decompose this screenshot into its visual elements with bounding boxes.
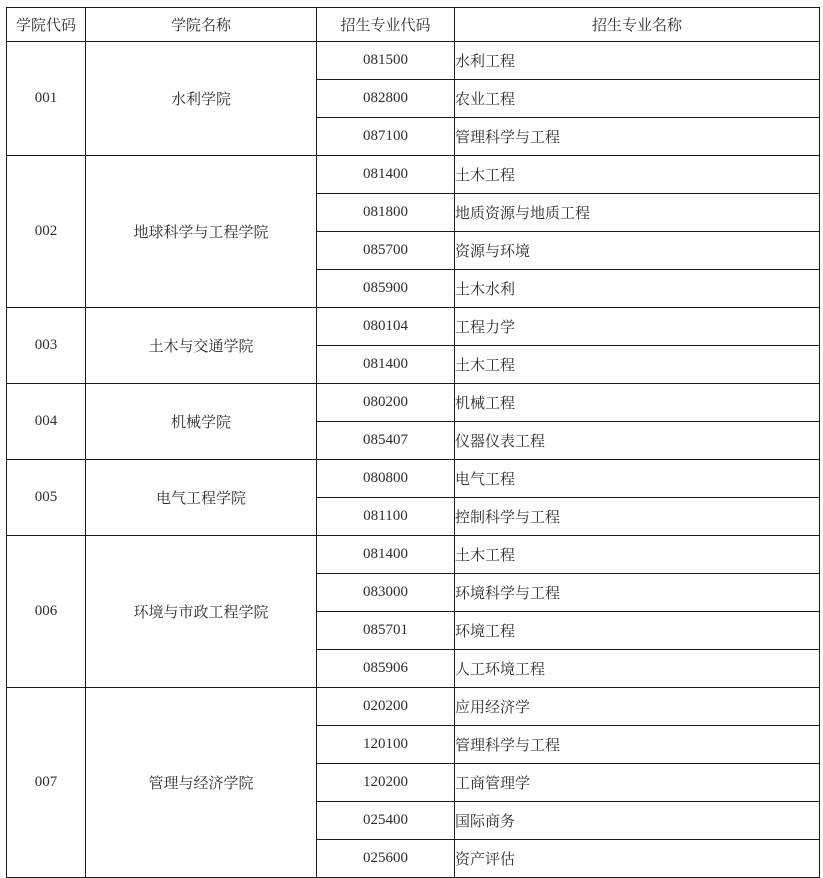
college-name-cell: 水利学院: [86, 42, 317, 156]
major-code-cell: 081800: [317, 194, 455, 232]
major-code-cell: 025600: [317, 840, 455, 878]
college-code-cell: 003: [7, 308, 86, 384]
header-college-code: 学院代码: [7, 8, 86, 42]
major-code-cell: 085701: [317, 612, 455, 650]
major-code-cell: 120200: [317, 764, 455, 802]
college-code-cell: 001: [7, 42, 86, 156]
major-name-cell: 资源与环境: [455, 232, 820, 270]
major-code-cell: 081400: [317, 536, 455, 574]
table-row: [7, 156, 820, 194]
major-code-cell: 083000: [317, 574, 455, 612]
college-code-cell: 006: [7, 536, 86, 688]
major-code-cell: 020200: [317, 688, 455, 726]
major-code-cell: 085906: [317, 650, 455, 688]
major-name-cell: 工程力学: [455, 308, 820, 346]
major-name-cell: 仪器仪表工程: [455, 422, 820, 460]
major-name-cell: 机械工程: [455, 384, 820, 422]
major-name-cell: 环境工程: [455, 612, 820, 650]
table-row: [7, 384, 820, 422]
major-name-cell: 土木水利: [455, 270, 820, 308]
college-name-cell: 电气工程学院: [86, 460, 317, 536]
major-name-cell: 管理科学与工程: [455, 726, 820, 764]
college-name-cell: 管理与经济学院: [86, 688, 317, 878]
college-code-cell: 005: [7, 460, 86, 536]
major-name-cell: 环境科学与工程: [455, 574, 820, 612]
major-code-cell: 085700: [317, 232, 455, 270]
table-row: [7, 536, 820, 574]
college-code-cell: 002: [7, 156, 86, 308]
college-name-cell: 机械学院: [86, 384, 317, 460]
table-header-row: [7, 8, 820, 42]
major-code-cell: 081400: [317, 156, 455, 194]
major-name-cell: 应用经济学: [455, 688, 820, 726]
college-code-cell: 004: [7, 384, 86, 460]
major-name-cell: 人工环境工程: [455, 650, 820, 688]
major-name-cell: 管理科学与工程: [455, 118, 820, 156]
major-code-cell: 087100: [317, 118, 455, 156]
major-code-cell: 085407: [317, 422, 455, 460]
major-code-cell: 081500: [317, 42, 455, 80]
major-name-cell: 资产评估: [455, 840, 820, 878]
major-code-cell: 080104: [317, 308, 455, 346]
table-row: [7, 42, 820, 80]
college-name-cell: 土木与交通学院: [86, 308, 317, 384]
major-code-cell: 120100: [317, 726, 455, 764]
major-code-cell: 081100: [317, 498, 455, 536]
header-college-name: 学院名称: [86, 8, 317, 42]
admissions-majors-table: [6, 7, 820, 878]
major-code-cell: 082800: [317, 80, 455, 118]
table-row: [7, 688, 820, 726]
major-code-cell: 080200: [317, 384, 455, 422]
major-code-cell: 025400: [317, 802, 455, 840]
major-name-cell: 农业工程: [455, 80, 820, 118]
major-name-cell: 水利工程: [455, 42, 820, 80]
major-name-cell: 土木工程: [455, 156, 820, 194]
college-code-cell: 007: [7, 688, 86, 878]
major-name-cell: 工商管理学: [455, 764, 820, 802]
header-major-name: 招生专业名称: [455, 8, 820, 42]
major-name-cell: 土木工程: [455, 346, 820, 384]
table-body: [7, 42, 820, 878]
table-row: [7, 460, 820, 498]
college-name-cell: 环境与市政工程学院: [86, 536, 317, 688]
college-name-cell: 地球科学与工程学院: [86, 156, 317, 308]
header-major-code: 招生专业代码: [317, 8, 455, 42]
major-name-cell: 国际商务: [455, 802, 820, 840]
major-name-cell: 电气工程: [455, 460, 820, 498]
major-name-cell: 地质资源与地质工程: [455, 194, 820, 232]
major-code-cell: 085900: [317, 270, 455, 308]
major-code-cell: 080800: [317, 460, 455, 498]
major-name-cell: 土木工程: [455, 536, 820, 574]
major-name-cell: 控制科学与工程: [455, 498, 820, 536]
table-row: [7, 308, 820, 346]
major-code-cell: 081400: [317, 346, 455, 384]
